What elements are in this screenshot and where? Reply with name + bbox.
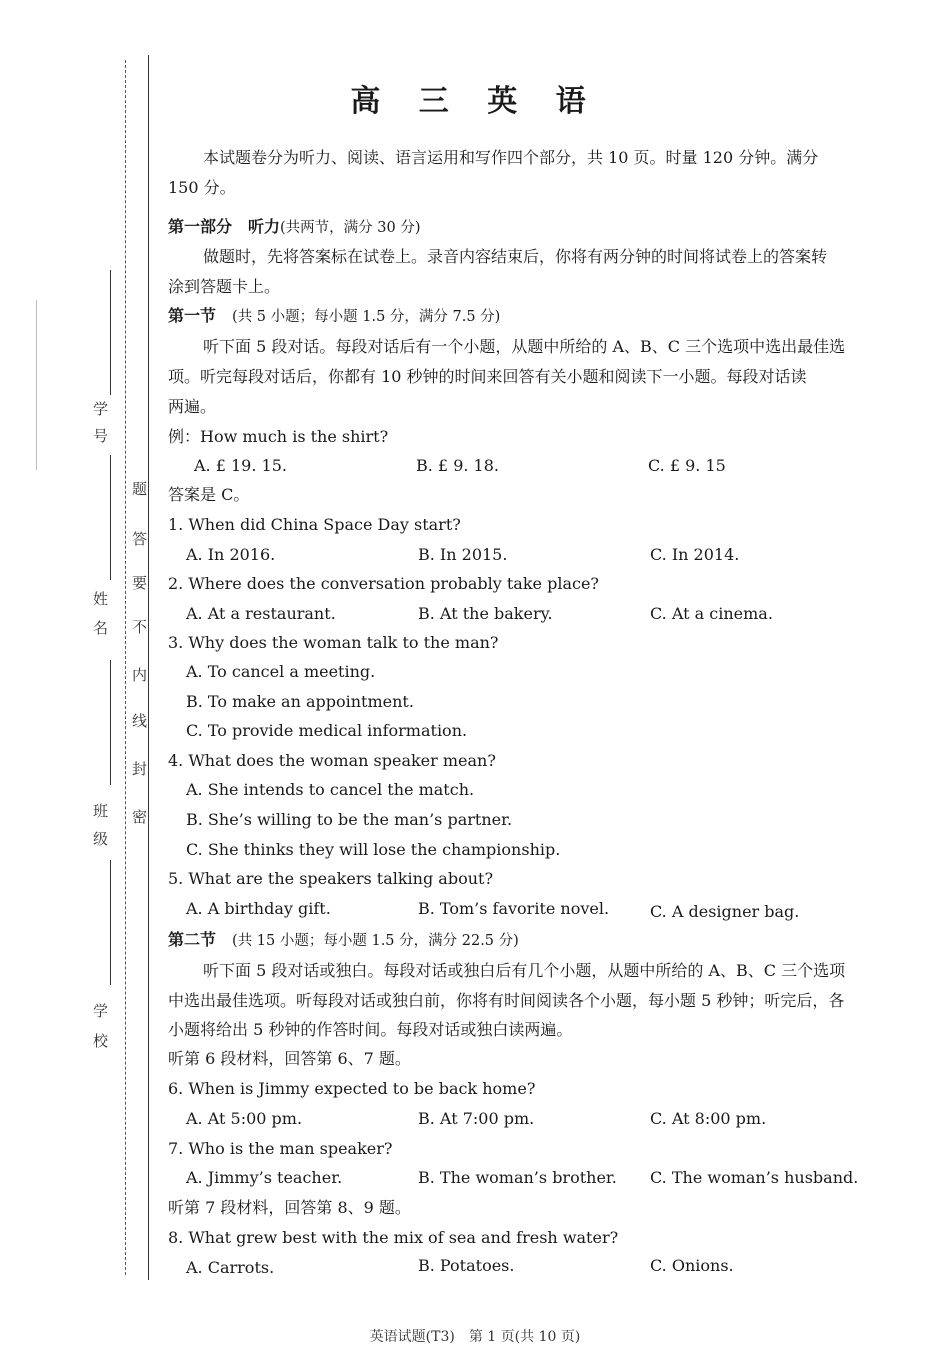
part1-heading-title: 第一部分 听力 [168,217,281,236]
section1-instructions: 两遍。 [168,397,217,416]
field-label-char: 姓 [93,590,109,608]
seal-dashed-line [125,60,126,1275]
seal-warning-char: 内 [132,666,148,684]
material-6-heading: 听第 6 段材料，回答第 6、7 题。 [168,1049,411,1068]
seal-warning-char: 要 [132,574,148,592]
option-a[interactable]: A. Carrots. [186,1258,275,1277]
option-c[interactable]: C. At a cinema. [650,604,773,623]
seal-warning-char: 题 [132,480,148,498]
option-a[interactable]: A. Jimmy’s teacher. [186,1168,343,1187]
page-title: 高 三 英 语 [350,84,600,119]
seal-warning-char: 密 [132,808,148,826]
section2-heading-note: (共 15 小题；每小题 1.5 分，满分 22.5 分) [232,933,519,949]
question-stem: 1. When did China Space Day start? [168,515,461,534]
question-stem: 4. What does the woman speaker mean? [168,751,496,770]
option-c[interactable]: C. A designer bag. [650,902,800,921]
student-number-blank[interactable] [110,270,111,395]
field-label-char: 班 [93,802,109,820]
option-a[interactable]: A. In 2016. [186,545,276,564]
option-b[interactable]: B. At the bakery. [418,604,553,623]
section2-heading-title: 第二节 [168,930,217,949]
example-option-a: A. £ 19. 15. [194,456,287,475]
section2-heading [168,930,519,951]
example-option-c: C. £ 9. 15 [648,456,726,475]
seal-warning-char: 不 [132,618,148,636]
section1-instructions: 项。听完每段对话后，你都有 10 秒钟的时间来回答有关小题和阅读下一小题。每段对话读 [168,367,807,386]
page-footer: 英语试题(T3) 第 1 页(共 10 页) [369,1329,581,1345]
option-a[interactable]: A. To cancel a meeting. [186,662,376,681]
option-b[interactable]: B. To make an appointment. [186,692,414,711]
example-question: 例：How much is the shirt? [168,427,389,446]
school-blank[interactable] [110,860,111,985]
intro-text: 本试题卷分为听力、阅读、语言运用和写作四个部分，共 10 页。时量 120 分钟。满分 [203,148,819,167]
question-stem: 2. Where does the conversation probably take place? [168,574,599,593]
field-label-char: 校 [93,1032,109,1050]
intro-text: 150 分。 [168,178,236,197]
option-c[interactable]: C. To provide medical information. [186,721,468,740]
section2-instructions: 听下面 5 段对话或独白。每段对话或独白后有几个小题，从题中所给的 A、B、C 三个选项 [203,961,846,980]
section1-heading [168,306,500,327]
question-stem: 3. Why does the woman talk to the man? [168,633,499,652]
example-option-b: B. £ 9. 18. [416,456,499,475]
example-answer: 答案是 C。 [168,485,250,504]
field-label-char: 学 [93,400,109,418]
section1-heading-title: 第一节 [168,306,217,325]
section2-instructions: 中选出最佳选项。听每段对话或独白前，你将有时间阅读各个小题，每小题 5 秒钟；听完后，各 [168,991,845,1010]
part1-instructions: 做题时，先将答案标在试卷上。录音内容结束后，你将有两分钟的时间将试卷上的答案转 [203,247,828,266]
seal-warning-char: 答 [132,530,148,548]
question-stem: 6. When is Jimmy expected to be back home? [168,1079,536,1098]
seal-warning-char: 线 [132,712,148,730]
part1-instructions: 涂到答题卡上。 [168,277,281,296]
section2-instructions: 小题将给出 5 秒钟的作答时间。每段对话或独白读两遍。 [168,1020,573,1039]
field-label-char: 学 [93,1002,109,1020]
field-label-char: 名 [93,619,109,637]
question-stem: 7. Who is the man speaker? [168,1139,393,1158]
material-7-heading: 听第 7 段材料，回答第 8、9 题。 [168,1198,411,1217]
option-c[interactable]: C. In 2014. [650,545,740,564]
option-c[interactable]: C. The woman’s husband. [650,1168,859,1187]
margin-line [148,55,149,1280]
name-blank[interactable] [110,455,111,580]
field-label-char: 号 [93,427,109,445]
part1-heading-note: (共两节，满分 30 分) [280,220,421,236]
option-b[interactable]: B. Tom’s favorite novel. [418,899,610,918]
question-stem: 8. What grew best with the mix of sea and fresh water? [168,1228,619,1247]
option-b[interactable]: B. At 7:00 pm. [418,1109,535,1128]
part1-heading [168,217,421,238]
option-a[interactable]: A. She intends to cancel the match. [186,780,475,799]
question-stem: 5. What are the speakers talking about? [168,869,494,888]
option-b[interactable]: B. Potatoes. [418,1256,515,1275]
option-a[interactable]: A. At a restaurant. [186,604,336,623]
option-b[interactable]: B. In 2015. [418,545,508,564]
option-b[interactable]: B. The woman’s brother. [418,1168,617,1187]
scan-mark [36,300,37,470]
option-a[interactable]: A. A birthday gift. [186,899,331,918]
option-b[interactable]: B. She’s willing to be the man’s partner. [186,810,513,829]
field-label-char: 级 [93,830,109,848]
class-blank[interactable] [110,660,111,785]
section1-instructions: 听下面 5 段对话。每段对话后有一个小题，从题中所给的 A、B、C 三个选项中选出最佳选 [203,337,846,356]
option-a[interactable]: A. At 5:00 pm. [186,1109,303,1128]
option-c[interactable]: C. Onions. [650,1256,734,1275]
section1-heading-note: (共 5 小题；每小题 1.5 分，满分 7.5 分) [232,309,501,325]
option-c[interactable]: C. She thinks they will lose the championship. [186,840,561,859]
seal-warning-char: 封 [132,760,148,778]
option-c[interactable]: C. At 8:00 pm. [650,1109,767,1128]
